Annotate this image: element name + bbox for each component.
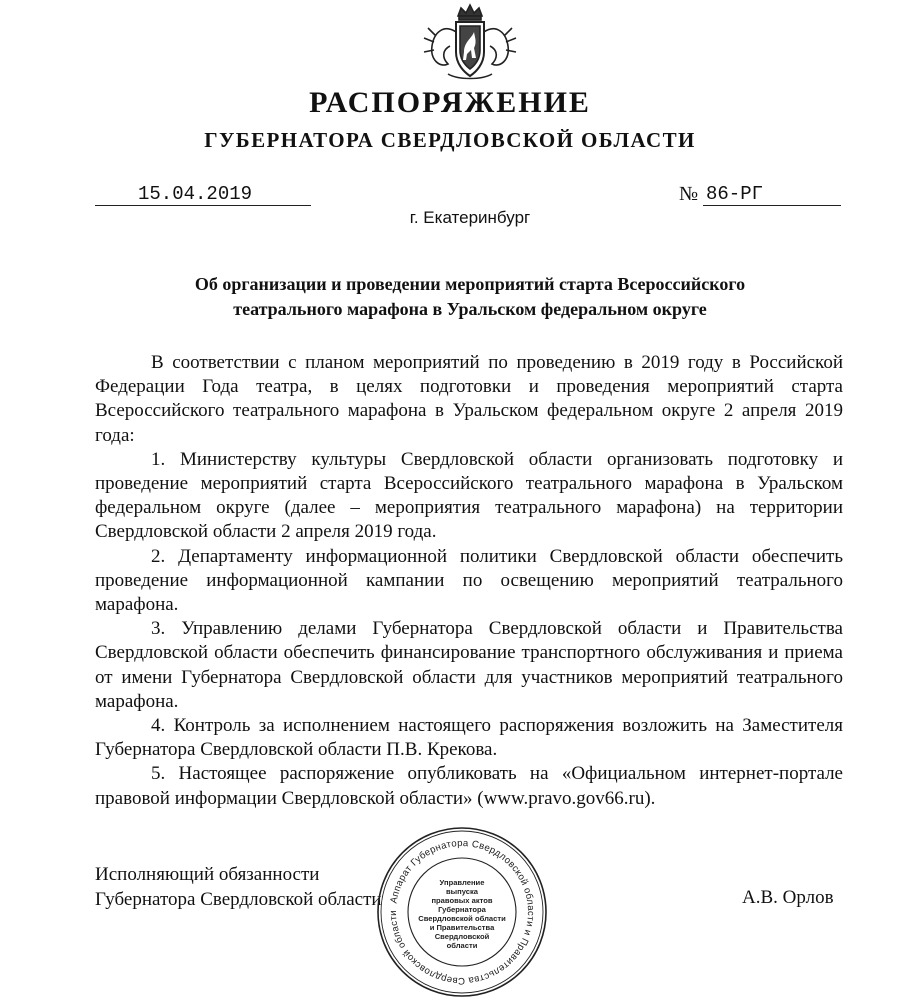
order-item-3: 3. Управлению делами Губернатора Свердловской области и Правительства Свердловской области обеспечить финансирование транспортного обслуживания и приема от имени Губернатора Свердловской области для участников мероприятий театрального марафона. bbox=[95, 618, 843, 712]
subject-line: Об организации и проведении мероприятий старта Всероссийского bbox=[194, 274, 746, 294]
stamp-center-line: Свердловской bbox=[434, 932, 490, 941]
signatory-name: А.В. Орлов bbox=[742, 887, 834, 908]
order-item-4: 4. Контроль за исполнением настоящего распоряжения возложить на Заместителя Губернатора Свердловской области П.В. Крекова. bbox=[95, 715, 843, 761]
order-item-2: 2. Департаменту информационной политики Свердловской области обеспечить проведение информационной кампании по освещению мероприятий театрального марафона. bbox=[95, 545, 843, 616]
official-stamp bbox=[372, 822, 552, 1002]
stamp-center-line: Губернатора bbox=[438, 905, 486, 914]
signatory-title-line: Губернатора Свердловской области bbox=[95, 889, 382, 910]
signatory-title-line: Исполняющий обязанности bbox=[95, 864, 320, 885]
document-body bbox=[95, 351, 843, 811]
intro-paragraph: В соответствии с планом мероприятий по проведению в 2019 году в Российской Федерации Года театра, в целях подготовки и проведения мероприятий старта Всероссийского театрального марафона в Уральском федеральном округе 2 апреля 2019 года: bbox=[95, 352, 843, 446]
stamp-center-line: Управление bbox=[439, 878, 485, 887]
stamp-center-line: правовых актов bbox=[431, 896, 493, 905]
issuing-authority: ГУБЕРНАТОРА СВЕРДЛОВСКОЙ ОБЛАСТИ bbox=[204, 128, 696, 152]
stamp-center-line: Свердловской области bbox=[418, 914, 506, 923]
subject-line: театрального марафона в Уральском федеральном округе bbox=[233, 299, 707, 319]
city-of-issue: г. Екатеринбург bbox=[409, 208, 531, 227]
signatory-title bbox=[95, 862, 382, 912]
document-type-heading: РАСПОРЯЖЕНИЕ bbox=[309, 86, 591, 119]
number-sign: № bbox=[679, 183, 699, 205]
document-number: 86-РГ bbox=[706, 183, 764, 205]
stamp-ring-text: Аппарат Губернатора Свердловской области и Правительства Свердловской области bbox=[387, 837, 537, 987]
number-underline bbox=[703, 205, 841, 206]
stamp-center-line: области bbox=[446, 941, 478, 950]
document-date: 15.04.2019 bbox=[138, 183, 253, 205]
document-subject bbox=[150, 272, 790, 322]
date-underline bbox=[95, 205, 311, 206]
order-item-5: 5. Настоящее распоряжение опубликовать на «Официальном интернет-портале правовой информации Свердловской области» (www.pravo.gov66.ru). bbox=[95, 763, 843, 809]
order-item-1: 1. Министерству культуры Свердловской области организовать подготовку и проведение мероприятий старта Всероссийского театрального марафона в Уральском федеральном округе (далее – мероприятия театрального марафона) на территории Свердловской области 2 апреля 2019 года. bbox=[95, 448, 843, 543]
stamp-center-line: и Правительства bbox=[429, 923, 495, 932]
stamp-center-line: выпуска bbox=[445, 887, 479, 896]
coat-of-arms-icon bbox=[420, 2, 520, 84]
